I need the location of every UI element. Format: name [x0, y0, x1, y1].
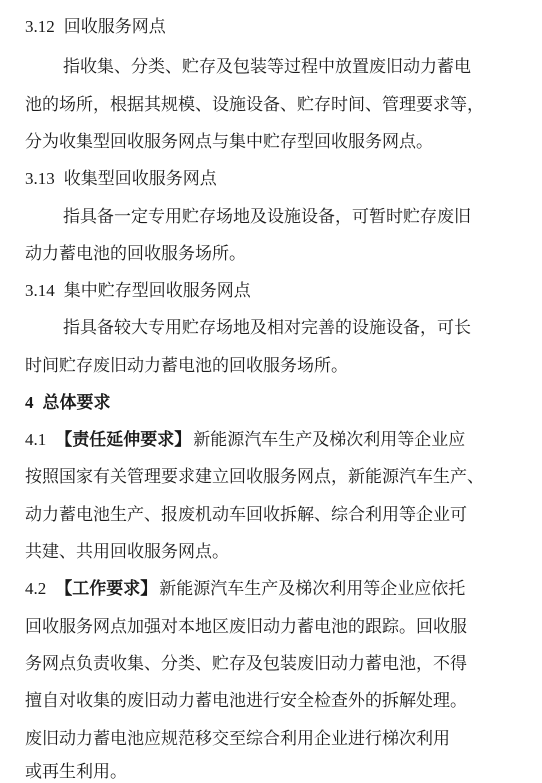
- section-4-2-first-line: [25, 578, 465, 600]
- section-4-heading: [25, 392, 111, 414]
- section-number: 3.12: [25, 17, 55, 36]
- paragraph-line: 共建、共用回收服务网点。: [25, 542, 229, 562]
- section-number: 4.2: [25, 579, 47, 598]
- paragraph-line: 擅自对收集的废旧动力蓄电池进行安全检查外的拆解处理。: [25, 691, 467, 711]
- section-3-14-heading: [25, 280, 251, 302]
- paragraph-line: 动力蓄电池的回收服务场所。: [25, 244, 246, 264]
- section-3-13-heading: [25, 168, 217, 190]
- paragraph-line: 或再生利用。: [25, 762, 127, 782]
- paragraph-line: 按照国家有关管理要求建立回收服务网点，新能源汽车生产、: [25, 467, 484, 487]
- section-4-1-first-line: [25, 429, 465, 451]
- section-number: 4.1: [25, 430, 47, 449]
- paragraph-line: 务网点负责收集、分类、贮存及包装废旧动力蓄电池，不得: [25, 654, 467, 674]
- clause-tag: 【工作要求】: [55, 579, 158, 599]
- section-title: 总体要求: [42, 393, 111, 413]
- section-number: 3.14: [25, 281, 55, 300]
- paragraph-line: 指具备较大专用贮存场地及相对完善的设施设备，可长: [63, 318, 471, 338]
- paragraph-line: 动力蓄电池生产、报废机动车回收拆解、综合利用等企业可: [25, 505, 467, 525]
- paragraph-line: 池的场所，根据其规模、设施设备、贮存时间、管理要求等，: [25, 95, 484, 115]
- paragraph-line: 指收集、分类、贮存及包装等过程中放置废旧动力蓄电: [63, 57, 471, 77]
- paragraph-line: 时间贮存废旧动力蓄电池的回收服务场所。: [25, 356, 348, 376]
- section-title: 收集型回收服务网点: [63, 169, 217, 189]
- section-number: 4: [25, 393, 34, 412]
- paragraph-line: 分为收集型回收服务网点与集中贮存型回收服务网点。: [25, 132, 433, 152]
- paragraph-line: 回收服务网点加强对本地区废旧动力蓄电池的跟踪。回收服: [25, 617, 467, 637]
- clause-tag: 【责任延伸要求】: [55, 430, 192, 450]
- section-3-12-heading: [25, 16, 166, 38]
- paragraph-line: 指具备一定专用贮存场地及设施设备，可暂时贮存废旧: [63, 207, 471, 227]
- section-title: 集中贮存型回收服务网点: [63, 281, 251, 301]
- paragraph-text: 新能源汽车生产及梯次利用等企业应依托: [159, 579, 466, 599]
- paragraph-line: 废旧动力蓄电池应规范移交至综合利用企业进行梯次利用: [25, 729, 450, 749]
- section-title: 回收服务网点: [63, 17, 166, 37]
- paragraph-text: 新能源汽车生产及梯次利用等企业应: [193, 430, 466, 450]
- section-number: 3.13: [25, 169, 55, 188]
